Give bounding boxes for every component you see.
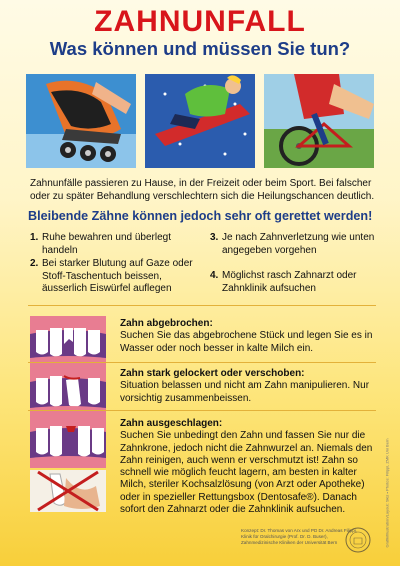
divider — [28, 410, 376, 411]
university-seal-icon — [345, 527, 371, 553]
step-text: Bei starker Blutung auf Gaze oder Stoff-Taschentuch beissen, äusserlich Eiswürfel auflegen — [42, 258, 193, 294]
step-item — [210, 270, 375, 295]
divider — [28, 305, 376, 306]
section-knocked-out — [120, 418, 380, 516]
side-note — [382, 380, 390, 560]
step-number: 1. — [30, 232, 39, 243]
section-broken — [120, 318, 380, 355]
broken-tooth-illustration — [30, 316, 106, 368]
step-text: Ruhe bewahren und überlegt handeln — [42, 232, 171, 256]
section-heading: Zahn stark gelockert oder verschoben: — [120, 368, 305, 379]
snowboarder-illustration — [145, 74, 255, 168]
section-heading: Zahn abgebrochen: — [120, 318, 213, 329]
divider — [28, 362, 376, 363]
section-text: Situation belassen und nicht am Zahn manipulieren. Nur vorsichtig zusammenbeissen. — [120, 380, 370, 404]
inline-skater-illustration — [26, 74, 136, 168]
step-item — [210, 232, 375, 257]
intro-text: Zahnunfälle passieren zu Hause, in der Freizeit oder beim Sport. Bei falscher oder zu später Behandlung verschlechtern sich die Heilungschancen deutlich. — [30, 178, 375, 202]
page-title: ZAHNUNFALL — [94, 5, 306, 38]
section-heading: Zahn ausgeschlagen: — [120, 418, 223, 429]
section-text: Suchen Sie das abgebrochene Stück und legen Sie es in Wasser oder noch besser in kalte Milch ein. — [120, 330, 373, 354]
section-loose — [120, 368, 380, 405]
step-text: Möglichst rasch Zahnarzt oder Zahnklinik aufsuchen — [222, 270, 357, 294]
credits: Konzept: Dr. Thomas von Arx und PD Dr. Andreas Filippi, Klinik für Oralchirurgie (Prof. Dr. D. Buser), Zahnmedizinische Kliniken der Universität Bern — [241, 528, 358, 545]
step-item — [30, 232, 190, 257]
page-subtitle: Was können und müssen Sie tun? — [49, 38, 351, 59]
knocked-out-tooth-illustration — [30, 416, 106, 512]
side-note-text: Grafik/Illustration/Layout: Skiz • Photos: Filippi, ZMK Uni Bern — [384, 438, 390, 548]
illustration-row — [26, 74, 374, 168]
step-number: 2. — [30, 258, 39, 269]
step-text: Je nach Zahnverletzung wie unten angegeben vorgehen — [222, 232, 375, 256]
step-number: 3. — [210, 232, 219, 243]
headline: Bleibende Zähne können jedoch sehr oft gerettet werden! — [28, 209, 373, 223]
step-item — [30, 258, 195, 296]
section-text: Suchen Sie unbedingt den Zahn und fassen Sie nur die Zahnkrone, jedoch nicht die Zahnwurzel an. Niemals den Zahn reinigen, auch wenn er verschmutzt ist! Zahn so schnell wie möglich feucht lagern, am besten in kalter Milch, steriler Kochsalzlösung (von Arzt oder Apotheke) oder in spezieller Rettungsbox (Dentosafe®). Danach sofort den Zahnarzt oder die Zahnklinik aufsuchen. — [120, 430, 373, 516]
step-number: 4. — [210, 270, 219, 281]
cyclist-illustration — [264, 74, 374, 168]
